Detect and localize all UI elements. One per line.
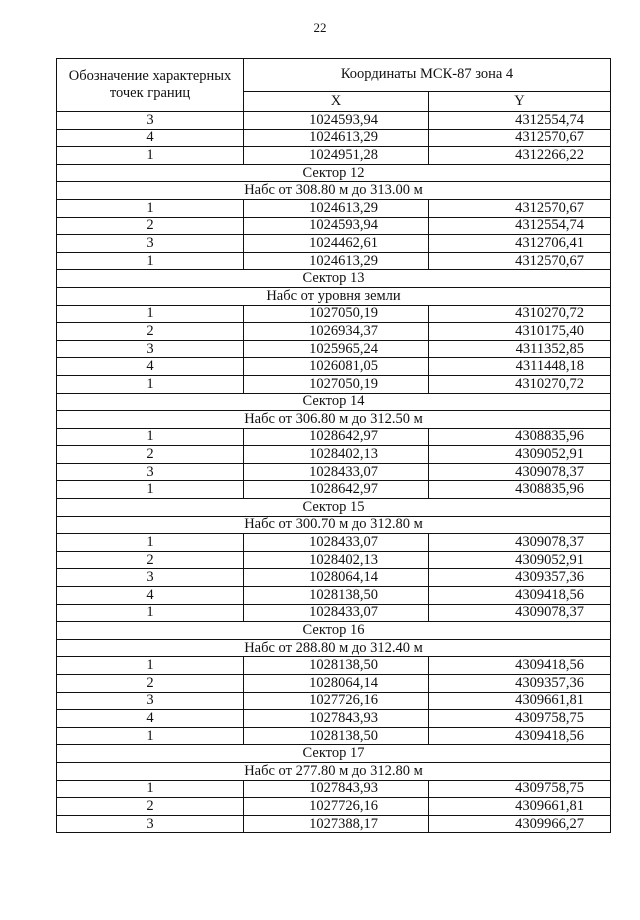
y-coordinate-cell: 4309418,56 <box>429 657 611 675</box>
y-coordinate-cell: 4309661,81 <box>429 798 611 816</box>
table-row <box>57 551 611 569</box>
x-coordinate-cell: 1027843,93 <box>244 780 429 798</box>
height-range: Набс от 288.80 м до 312.40 м <box>57 639 611 657</box>
y-coordinate-cell: 4309758,75 <box>429 710 611 728</box>
y-coordinate-cell: 4309418,56 <box>429 587 611 605</box>
x-coordinate-cell: 1028642,97 <box>244 428 429 446</box>
table-row <box>57 798 611 816</box>
x-coordinate-cell: 1027050,19 <box>244 305 429 323</box>
y-coordinate-cell: 4312570,67 <box>429 252 611 270</box>
sector-title-row <box>57 499 611 517</box>
x-coordinate-cell: 1028402,13 <box>244 446 429 464</box>
point-number-cell: 1 <box>57 727 244 745</box>
point-number-cell: 3 <box>57 340 244 358</box>
table-row <box>57 112 611 130</box>
x-coordinate-cell: 1025965,24 <box>244 340 429 358</box>
point-number-cell: 4 <box>57 358 244 376</box>
point-number-cell: 1 <box>57 604 244 622</box>
table-row <box>57 815 611 833</box>
point-number-cell: 1 <box>57 305 244 323</box>
table-row <box>57 340 611 358</box>
y-coordinate-cell: 4310270,72 <box>429 305 611 323</box>
y-column-header: Y <box>429 91 611 111</box>
table-row <box>57 323 611 341</box>
point-number-cell: 2 <box>57 798 244 816</box>
y-coordinate-cell: 4312554,74 <box>429 112 611 130</box>
y-coordinate-cell: 4310270,72 <box>429 375 611 393</box>
x-coordinate-cell: 1026081,05 <box>244 358 429 376</box>
y-coordinate-cell: 4312706,41 <box>429 235 611 253</box>
height-range: Набс от уровня земли <box>57 287 611 305</box>
height-range-row <box>57 287 611 305</box>
table-row <box>57 428 611 446</box>
point-number-cell: 2 <box>57 675 244 693</box>
table-row <box>57 780 611 798</box>
x-coordinate-cell: 1028433,07 <box>244 463 429 481</box>
point-number-cell: 3 <box>57 112 244 130</box>
x-coordinate-cell: 1024613,29 <box>244 199 429 217</box>
table-row <box>57 446 611 464</box>
table-row <box>57 463 611 481</box>
table-row <box>57 129 611 147</box>
x-coordinate-cell: 1027726,16 <box>244 692 429 710</box>
table-row <box>57 587 611 605</box>
x-coordinate-cell: 1028138,50 <box>244 727 429 745</box>
x-coordinate-cell: 1027726,16 <box>244 798 429 816</box>
table-row <box>57 199 611 217</box>
sector-title-row <box>57 622 611 640</box>
table-row <box>57 305 611 323</box>
height-range: Набс от 308.80 м до 313.00 м <box>57 182 611 200</box>
x-coordinate-cell: 1028138,50 <box>244 587 429 605</box>
sector-title: Сектор 16 <box>57 622 611 640</box>
height-range: Набс от 277.80 м до 312.80 м <box>57 762 611 780</box>
height-range: Набс от 300.70 м до 312.80 м <box>57 516 611 534</box>
x-coordinate-cell: 1026934,37 <box>244 323 429 341</box>
height-range-row <box>57 182 611 200</box>
x-coordinate-cell: 1028642,97 <box>244 481 429 499</box>
table-row <box>57 481 611 499</box>
height-range-row <box>57 516 611 534</box>
table-row <box>57 675 611 693</box>
sector-title-row <box>57 745 611 763</box>
x-coordinate-cell: 1027843,93 <box>244 710 429 728</box>
x-coordinate-cell: 1027388,17 <box>244 815 429 833</box>
table-row <box>57 217 611 235</box>
point-designation-header: Обозначение характерных точек границ <box>57 59 244 112</box>
y-coordinate-cell: 4309078,37 <box>429 604 611 622</box>
y-coordinate-cell: 4309418,56 <box>429 727 611 745</box>
sector-title: Сектор 17 <box>57 745 611 763</box>
coordinates-table <box>56 58 611 833</box>
point-number-cell: 3 <box>57 463 244 481</box>
y-coordinate-cell: 4312266,22 <box>429 147 611 165</box>
y-coordinate-cell: 4309661,81 <box>429 692 611 710</box>
y-coordinate-cell: 4310175,40 <box>429 323 611 341</box>
table-row <box>57 235 611 253</box>
x-coordinate-cell: 1028433,07 <box>244 604 429 622</box>
y-coordinate-cell: 4309052,91 <box>429 446 611 464</box>
point-number-cell: 1 <box>57 780 244 798</box>
x-coordinate-cell: 1028402,13 <box>244 551 429 569</box>
table-row <box>57 534 611 552</box>
point-number-cell: 4 <box>57 710 244 728</box>
height-range-row <box>57 411 611 429</box>
sector-title: Сектор 14 <box>57 393 611 411</box>
sector-title-row <box>57 270 611 288</box>
x-coordinate-cell: 1024613,29 <box>244 252 429 270</box>
y-coordinate-cell: 4312570,67 <box>429 129 611 147</box>
x-coordinate-cell: 1024593,94 <box>244 112 429 130</box>
point-number-cell: 4 <box>57 587 244 605</box>
sector-title: Сектор 15 <box>57 499 611 517</box>
table-row <box>57 692 611 710</box>
table-row <box>57 252 611 270</box>
page-number: 22 <box>313 20 327 35</box>
table-row <box>57 358 611 376</box>
x-coordinate-cell: 1028064,14 <box>244 569 429 587</box>
sector-title: Сектор 12 <box>57 164 611 182</box>
y-coordinate-cell: 4309078,37 <box>429 463 611 481</box>
point-number-cell: 2 <box>57 323 244 341</box>
table-body <box>57 112 611 833</box>
point-number-cell: 1 <box>57 252 244 270</box>
point-number-cell: 2 <box>57 217 244 235</box>
table-row <box>57 727 611 745</box>
y-coordinate-cell: 4312554,74 <box>429 217 611 235</box>
point-number-cell: 3 <box>57 569 244 587</box>
y-coordinate-cell: 4309078,37 <box>429 534 611 552</box>
height-range-row <box>57 762 611 780</box>
x-coordinate-cell: 1024951,28 <box>244 147 429 165</box>
point-number-cell: 2 <box>57 446 244 464</box>
height-range-row <box>57 639 611 657</box>
point-number-cell: 3 <box>57 815 244 833</box>
x-column-header: X <box>244 91 429 111</box>
x-coordinate-cell: 1024462,61 <box>244 235 429 253</box>
x-coordinate-cell: 1024613,29 <box>244 129 429 147</box>
y-coordinate-cell: 4309357,36 <box>429 675 611 693</box>
y-coordinate-cell: 4311448,18 <box>429 358 611 376</box>
coordinates-system-header: Координаты МСК-87 зона 4 <box>244 59 611 92</box>
sector-title: Сектор 13 <box>57 270 611 288</box>
point-number-cell: 1 <box>57 428 244 446</box>
table-row <box>57 710 611 728</box>
point-number-cell: 1 <box>57 657 244 675</box>
y-coordinate-cell: 4308835,96 <box>429 428 611 446</box>
x-coordinate-cell: 1027050,19 <box>244 375 429 393</box>
point-number-cell: 4 <box>57 129 244 147</box>
table-row <box>57 147 611 165</box>
y-coordinate-cell: 4309758,75 <box>429 780 611 798</box>
point-number-cell: 3 <box>57 235 244 253</box>
y-coordinate-cell: 4311352,85 <box>429 340 611 358</box>
point-number-cell: 1 <box>57 534 244 552</box>
y-coordinate-cell: 4309357,36 <box>429 569 611 587</box>
point-number-cell: 3 <box>57 692 244 710</box>
point-number-cell: 1 <box>57 375 244 393</box>
point-number-cell: 1 <box>57 481 244 499</box>
sector-title-row <box>57 393 611 411</box>
table-header <box>57 59 611 112</box>
table-row <box>57 569 611 587</box>
table-row <box>57 375 611 393</box>
table-row <box>57 657 611 675</box>
point-number-cell: 2 <box>57 551 244 569</box>
y-coordinate-cell: 4308835,96 <box>429 481 611 499</box>
height-range: Набс от 306.80 м до 312.50 м <box>57 411 611 429</box>
x-coordinate-cell: 1028433,07 <box>244 534 429 552</box>
point-number-cell: 1 <box>57 147 244 165</box>
x-coordinate-cell: 1024593,94 <box>244 217 429 235</box>
x-coordinate-cell: 1028138,50 <box>244 657 429 675</box>
point-number-cell: 1 <box>57 199 244 217</box>
y-coordinate-cell: 4312570,67 <box>429 199 611 217</box>
table-row <box>57 604 611 622</box>
y-coordinate-cell: 4309966,27 <box>429 815 611 833</box>
x-coordinate-cell: 1028064,14 <box>244 675 429 693</box>
sector-title-row <box>57 164 611 182</box>
y-coordinate-cell: 4309052,91 <box>429 551 611 569</box>
